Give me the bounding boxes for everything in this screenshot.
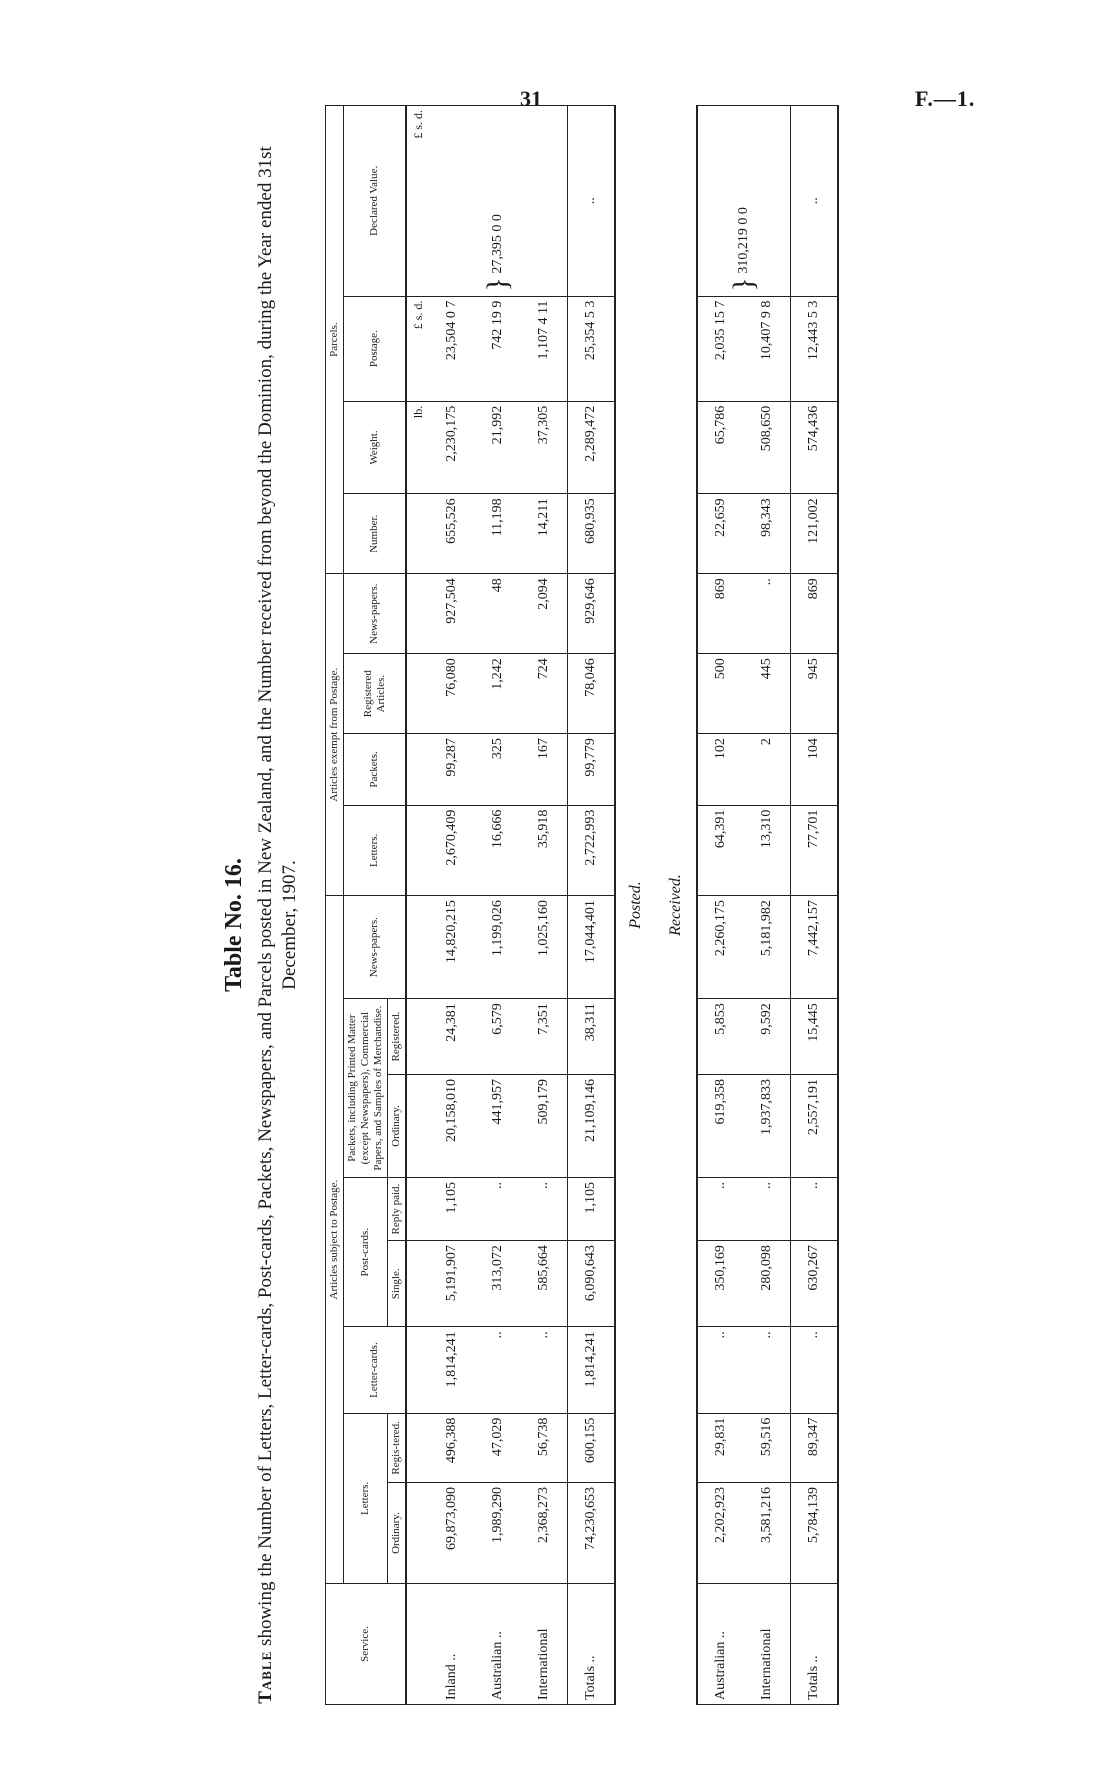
cell-letter-cards: .. — [521, 1327, 568, 1413]
cell-parcels-declared — [429, 106, 568, 297]
cell-exempt-packets: 167 — [521, 734, 568, 806]
cell-packets-ordinary: 441,957 — [475, 1074, 521, 1177]
cell-exempt-packets: 102 — [697, 734, 744, 806]
cell-exempt-registered: 1,242 — [475, 654, 521, 734]
cell-letter-cards: 1,814,241 — [568, 1327, 616, 1413]
cell-postcards-single: 6,090,643 — [568, 1241, 616, 1327]
cell-letters-registered: 29,831 — [697, 1413, 744, 1482]
table-number: Table No. 16. — [221, 858, 247, 992]
service-name: Inland .. — [429, 1584, 475, 1705]
cell-exempt-letters: 13,310 — [744, 805, 791, 895]
cell-packets-ordinary: 619,358 — [697, 1074, 744, 1177]
cell-newspapers: 1,025,160 — [521, 896, 568, 999]
header-parcels-weight: Weight. — [344, 401, 407, 494]
cell-letters-ordinary: 2,368,273 — [521, 1483, 568, 1584]
section-posted: Posted. — [627, 881, 644, 929]
cell-letter-cards: .. — [475, 1327, 521, 1413]
cell-letters-ordinary: 2,202,923 — [697, 1483, 744, 1584]
cell-exempt-newspapers: 2,094 — [521, 574, 568, 654]
cell-parcels-weight: 508,650 — [744, 401, 791, 494]
cell-exempt-letters: 64,391 — [697, 805, 744, 895]
header-letters-ordinary: Ordinary. — [388, 1483, 407, 1584]
header-letters: Letters. — [344, 1413, 388, 1583]
cell-postcards-single: 280,098 — [744, 1241, 791, 1327]
cell-parcels-postage: 742 19 9 — [475, 296, 521, 401]
cell-letters-registered: 89,347 — [791, 1413, 839, 1482]
header-group-parcels: Parcels. — [326, 106, 344, 574]
cell-packets-ordinary: 509,179 — [521, 1074, 568, 1177]
cell-exempt-registered: 500 — [697, 654, 744, 734]
header-exempt-packets: Packets. — [344, 734, 407, 806]
cell-exempt-newspapers: 869 — [697, 574, 744, 654]
cell-exempt-letters: 2,670,409 — [429, 805, 475, 895]
cell-parcels-postage: 25,354 5 3 — [568, 296, 616, 401]
header-exempt-newspapers: News-papers. — [344, 574, 407, 654]
cell-exempt-letters: 16,666 — [475, 805, 521, 895]
service-name: Australian .. — [697, 1584, 744, 1705]
table-row — [429, 106, 475, 1705]
title-block — [215, 105, 302, 1745]
header-packets-ordinary: Ordinary. — [388, 1074, 407, 1177]
cell-exempt-packets: 99,287 — [429, 734, 475, 806]
cell-parcels-weight: 37,305 — [521, 401, 568, 494]
cell-letters-ordinary: 74,230,653 — [568, 1483, 616, 1584]
cell-exempt-registered: 76,080 — [429, 654, 475, 734]
cell-parcels-weight: 574,436 — [791, 401, 839, 494]
header-postcards-single: Single. — [388, 1241, 407, 1327]
header-group-postage: Articles subject to Postage. — [326, 896, 344, 1584]
cell-parcels-weight: 2,230,175 — [429, 401, 475, 494]
page-code: F.—1. — [915, 86, 976, 111]
cell-letter-cards: .. — [744, 1327, 791, 1413]
unit-weight: lb. — [406, 401, 429, 494]
cell-parcels-number: 14,211 — [521, 494, 568, 574]
table-lead: Table — [255, 1650, 276, 1704]
cell-exempt-newspapers: .. — [744, 574, 791, 654]
table-row — [744, 106, 791, 1705]
cell-postcards-single: 350,169 — [697, 1241, 744, 1327]
cell-packets-registered: 38,311 — [568, 999, 616, 1075]
header-exempt-letters: Letters. — [344, 805, 407, 895]
section-received: Received. — [667, 874, 684, 936]
cell-letter-cards: .. — [697, 1327, 744, 1413]
cell-parcels-declared: .. — [568, 106, 616, 297]
cell-postcards-reply: 1,105 — [429, 1178, 475, 1241]
cell-exempt-packets: 2 — [744, 734, 791, 806]
cell-newspapers: 7,442,157 — [791, 896, 839, 999]
header-parcels-number: Number. — [344, 494, 407, 574]
totals-row — [568, 106, 616, 1705]
header-letters-registered: Regis-tered. — [388, 1413, 407, 1482]
cell-packets-registered: 6,579 — [475, 999, 521, 1075]
cell-exempt-letters: 2,722,993 — [568, 805, 616, 895]
brace-icon: } — [727, 277, 760, 292]
cell-exempt-letters: 35,918 — [521, 805, 568, 895]
cell-parcels-postage: 1,107 4 11 — [521, 296, 568, 401]
header-parcels-postage: Postage. — [344, 296, 407, 401]
cell-newspapers: 1,199,026 — [475, 896, 521, 999]
cell-packets-ordinary: 2,557,191 — [791, 1074, 839, 1177]
cell-parcels-number: 121,002 — [791, 494, 839, 574]
cell-packets-registered: 5,853 — [697, 999, 744, 1075]
rotated-table-frame — [215, 85, 1095, 1745]
header-letter-cards: Letter-cards. — [344, 1327, 407, 1413]
cell-letters-ordinary: 69,873,090 — [429, 1483, 475, 1584]
cell-postcards-reply: .. — [475, 1178, 521, 1241]
cell-parcels-number: 680,935 — [568, 494, 616, 574]
cell-letters-ordinary: 5,784,139 — [791, 1483, 839, 1584]
header-parcels-declared: Declared Value. — [344, 106, 407, 297]
cell-packets-ordinary: 1,937,833 — [744, 1074, 791, 1177]
cell-parcels-number: 11,198 — [475, 494, 521, 574]
cell-postcards-single: 5,191,907 — [429, 1241, 475, 1327]
cell-packets-registered: 24,381 — [429, 999, 475, 1075]
cell-postcards-single: 585,664 — [521, 1241, 568, 1327]
cell-postcards-reply: 1,105 — [568, 1178, 616, 1241]
units-row — [406, 106, 429, 1705]
header-service: Service. — [326, 1584, 407, 1705]
cell-parcels-weight: 2,289,472 — [568, 401, 616, 494]
cell-exempt-newspapers: 48 — [475, 574, 521, 654]
cell-exempt-registered: 445 — [744, 654, 791, 734]
cell-parcels-number: 655,526 — [429, 494, 475, 574]
cell-parcels-weight: 21,992 — [475, 401, 521, 494]
cell-letters-registered: 47,029 — [475, 1413, 521, 1482]
cell-exempt-packets: 104 — [791, 734, 839, 806]
service-name: Australian .. — [475, 1584, 521, 1705]
header-group-exempt: Articles exempt from Postage. — [326, 574, 344, 896]
cell-exempt-letters: 77,701 — [791, 805, 839, 895]
cell-newspapers: 5,181,982 — [744, 896, 791, 999]
cell-exempt-newspapers: 929,646 — [568, 574, 616, 654]
section-heading-row — [615, 106, 656, 1705]
cell-packets-registered: 7,351 — [521, 999, 568, 1075]
table-description-text: showing the Number of Letters, Letter-cards, Post-cards, Packets, Newspapers, and Parcels posted in New Zealand, and the Number received from beyond the Dominion, during the Year ended 31st December, 1907. — [255, 146, 300, 1646]
cell-postcards-single: 313,072 — [475, 1241, 521, 1327]
cell-packets-registered: 9,592 — [744, 999, 791, 1075]
table-description — [254, 105, 302, 1745]
page-number: 31 — [520, 86, 542, 111]
cell-letter-cards: 1,814,241 — [429, 1327, 475, 1413]
cell-postcards-reply: .. — [791, 1178, 839, 1241]
cell-packets-ordinary: 20,158,010 — [429, 1074, 475, 1177]
cell-exempt-packets: 99,779 — [568, 734, 616, 806]
cell-parcels-postage: 2,035 15 7 — [697, 296, 744, 401]
cell-parcels-postage: 23,504 0 7 — [429, 296, 475, 401]
statistics-table — [325, 105, 839, 1705]
service-name: Totals .. — [568, 1584, 616, 1705]
cell-parcels-number: 98,343 — [744, 494, 791, 574]
cell-exempt-registered: 945 — [791, 654, 839, 734]
cell-parcels-weight: 65,786 — [697, 401, 744, 494]
declared-value: 310,219 0 0 — [736, 207, 752, 274]
cell-letter-cards: .. — [791, 1327, 839, 1413]
cell-parcels-postage: 10,407 9 8 — [744, 296, 791, 401]
cell-packets-registered: 15,445 — [791, 999, 839, 1075]
cell-postcards-reply: .. — [744, 1178, 791, 1241]
cell-postcards-reply: .. — [697, 1178, 744, 1241]
cell-letters-registered: 496,388 — [429, 1413, 475, 1482]
section-heading-row — [656, 106, 697, 1705]
cell-exempt-packets: 325 — [475, 734, 521, 806]
totals-row — [791, 106, 839, 1705]
cell-exempt-registered: 78,046 — [568, 654, 616, 734]
header-postcards-reply: Reply paid. — [388, 1178, 407, 1241]
cell-parcels-postage: 12,443 5 3 — [791, 296, 839, 401]
header-post-cards: Post-cards. — [344, 1178, 388, 1327]
cell-exempt-newspapers: 869 — [791, 574, 839, 654]
cell-postcards-single: 630,267 — [791, 1241, 839, 1327]
header-newspapers: News-papers. — [344, 896, 407, 999]
cell-newspapers: 17,044,401 — [568, 896, 616, 999]
cell-newspapers: 2,260,175 — [697, 896, 744, 999]
unit-postage: £ s. d. — [406, 296, 429, 401]
declared-value: 27,395 0 0 — [490, 214, 506, 274]
service-name: International — [521, 1584, 568, 1705]
cell-exempt-newspapers: 927,504 — [429, 574, 475, 654]
cell-postcards-reply: .. — [521, 1178, 568, 1241]
cell-letters-registered: 600,155 — [568, 1413, 616, 1482]
cell-packets-ordinary: 21,109,146 — [568, 1074, 616, 1177]
cell-letters-ordinary: 3,581,216 — [744, 1483, 791, 1584]
service-name: International — [744, 1584, 791, 1705]
header-exempt-registered: Registered Articles. — [344, 654, 407, 734]
table-row — [521, 106, 568, 1705]
cell-letters-registered: 56,738 — [521, 1413, 568, 1482]
service-name: Totals .. — [791, 1584, 839, 1705]
header-packets-registered: Registered. — [388, 999, 407, 1075]
cell-parcels-number: 22,659 — [697, 494, 744, 574]
cell-letters-ordinary: 1,989,290 — [475, 1483, 521, 1584]
cell-exempt-registered: 724 — [521, 654, 568, 734]
header-packets: Packets, including Printed Matter (except Newspapers), Commercial Papers, and Samples of Merchandise. — [344, 999, 388, 1178]
unit-declared: £ s. d. — [406, 106, 429, 297]
cell-parcels-declared — [697, 106, 791, 297]
table-row — [697, 106, 744, 1705]
table-row — [475, 106, 521, 1705]
brace-icon: } — [481, 277, 514, 292]
cell-parcels-declared: .. — [791, 106, 839, 297]
cell-letters-registered: 59,516 — [744, 1413, 791, 1482]
cell-newspapers: 14,820,215 — [429, 896, 475, 999]
